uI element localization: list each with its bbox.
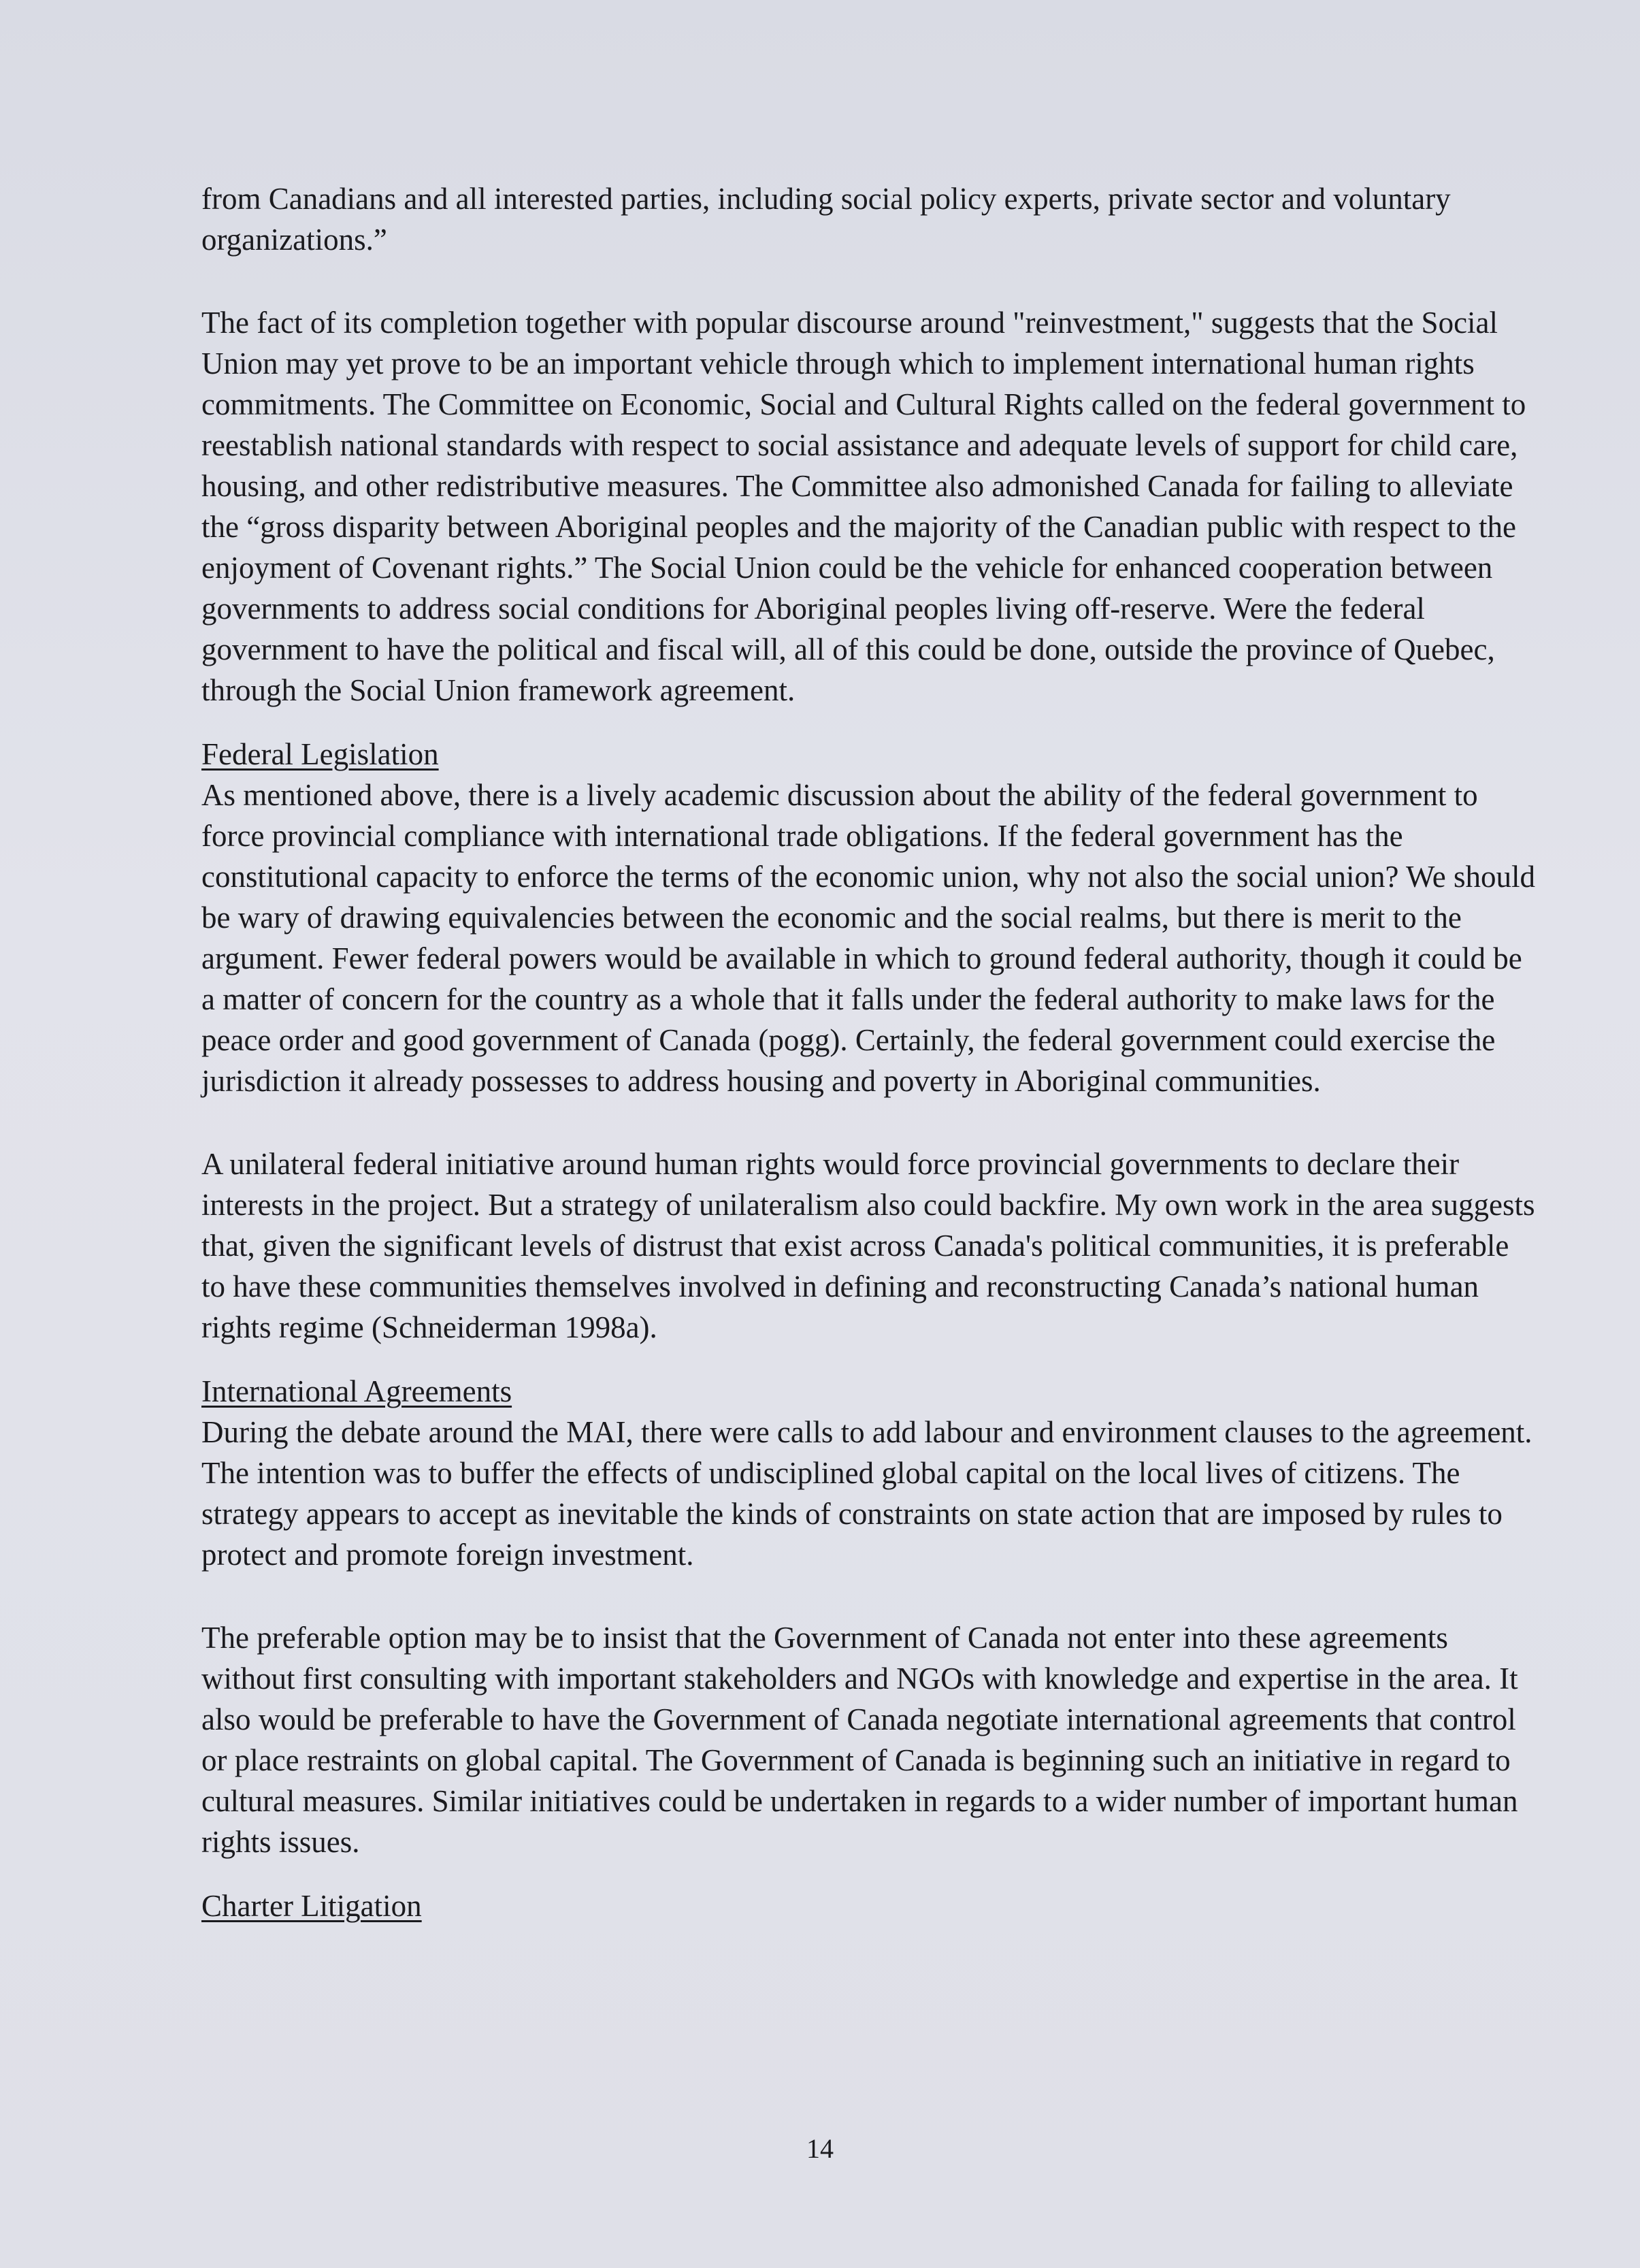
paragraph-unilateral-initiative: A unilateral federal initiative around human rights would force provincial governments to declare their interests in the project. But a strategy of unilateralism also could backfire. My own work in the area suggests that, given the significant levels of distrust that exist across Canada's political communities, it is preferable to have these communities themselves involved in defining and reconstructing Canada’s national human rights regime (Schneiderman 1998a). bbox=[201, 1147, 1535, 1344]
paragraph-social-union-reinvestment: The fact of its completion together with popular discourse around "reinvestment," suggests that the Social Union may yet prove to be an important vehicle through which to implement international human rights commitments. The Committee on Economic, Social and Cultural Rights called on the federal government to reestablish national standards with respect to social assistance and adequate levels of support for child care, housing, and other redistributive measures. The Committee also admonished Canada for failing to alleviate the “gross disparity between Aboriginal peoples and the majority of the Canadian public with respect to the enjoyment of Covenant rights.” The Social Union could be the vehicle for enhanced cooperation between governments to address social conditions for Aboriginal peoples living off-reserve. Were the federal government to have the political and fiscal will, all of this could be done, outside the province of Quebec, through the Social Union framework agreement. bbox=[201, 306, 1526, 707]
heading-federal-legislation: Federal Legislation bbox=[201, 737, 439, 771]
heading-charter-litigation: Charter Litigation bbox=[201, 1889, 422, 1923]
paragraph-social-union-intro: from Canadians and all interested parties, including social policy experts, private sector and voluntary organizations.” bbox=[201, 182, 1451, 257]
paragraph-federal-legislation: As mentioned above, there is a lively academic discussion about the ability of the federal government to force provincial compliance with international trade obligations. If the federal government has the constitutional capacity to enforce the terms of the economic union, why not also the social union? We should be wary of drawing equivalencies between the economic and the social realms, but there is merit to the argument. Fewer federal powers would be available in which to ground federal authority, though it could be a matter of concern for the country as a whole that it falls under the federal authority to make laws for the peace order and good government of Canada (pogg). Certainly, the federal government could exercise the jurisdiction it already possesses to address housing and poverty in Aboriginal communities. bbox=[201, 778, 1536, 1098]
paragraph-preferable-option: The preferable option may be to insist that the Government of Canada not enter into these agreements without first consulting with important stakeholders and NGOs with knowledge and expertise in the area. It also would be preferable to have the Government of Canada negotiate international agreements that control or place restraints on global capital. The Government of Canada is beginning such an initiative in regard to cultural measures. Similar initiatives could be undertaken in regards to a wider number of important human rights issues. bbox=[201, 1621, 1518, 1859]
paragraph-mai-debate: During the debate around the MAI, there were calls to add labour and environment clauses to the agreement. The intention was to buffer the effects of undisciplined global capital on the local lives of citizens. The strategy appears to accept as inevitable the kinds of constraints on state action that are imposed by rules to protect and promote foreign investment. bbox=[201, 1415, 1532, 1572]
page-number: 14 bbox=[806, 2133, 834, 2164]
heading-international-agreements: International Agreements bbox=[201, 1374, 512, 1408]
page-body bbox=[201, 178, 1538, 1926]
